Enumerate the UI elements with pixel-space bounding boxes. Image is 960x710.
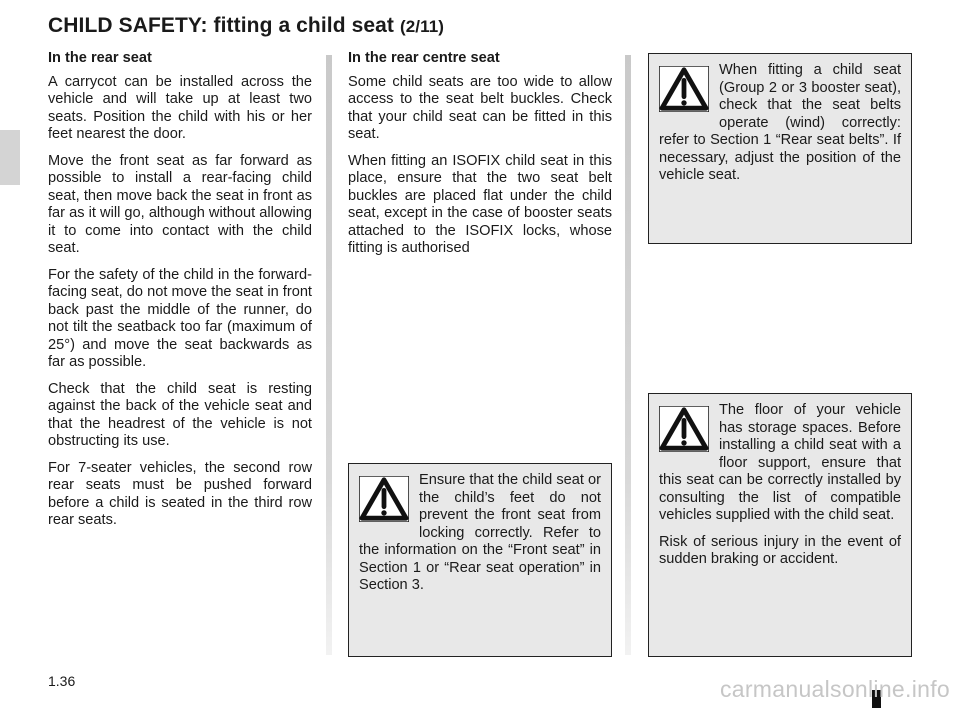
warning-triangle-icon [659,406,709,452]
warning-text: The floor of your vehicle has storage spaces. Before installing a child seat with a floor support, ensure that this seat can be correctly installed by consulting the list of compatible vehicles supplied with the child seat. [659,402,901,523]
paragraph: For 7-seater vehicles, the second row rear seats must be pushed forward before a child is seated in the third row rear seats. [48,459,312,528]
column-divider [326,55,332,655]
rear-centre-seat-column [348,50,612,267]
warning-box-front-seat-locking [348,463,612,657]
paragraph: Check that the child seat is resting against the back of the vehicle seat and that the headrest of the vehicle is not obstructing its use. [48,380,312,449]
page-indicator: (2/11) [399,17,445,36]
paragraph: When fitting an ISOFIX child seat in this place, ensure that the two seat belt buckles are placed flat under the child seat, except in the case of booster seats attached to the ISOFIX locks, whose fitting is authorised [348,152,612,256]
warning-text: Ensure that the child seat or the child’s feet do not prevent the front seat from locking correctly. Refer to the information on the “Front seat” in Section 1 or “Rear seat operation” in Section 3. [359,472,601,593]
watermark: carmanualsonline.info [719,676,950,702]
warning-box-floor-storage [648,393,912,657]
paragraph: Some child seats are too wide to allow access to the seat belt buckles. Check that your child seat can be fitted in this seat. [348,73,612,142]
paragraph: For the safety of the child in the forward-facing seat, do not move the seat in front back past the middle of the runner, do not tilt the seatback too far (maximum of 25°) and move the seat backwards as far as possible. [48,266,312,370]
page-title-text: CHILD SAFETY: fitting a child seat [48,14,395,37]
warning-triangle-icon [659,66,709,112]
rear-centre-seat-heading: In the rear centre seat [348,50,500,66]
page-number: 1.36 [48,673,76,689]
paragraph: A carrycot can be installed across the vehicle and will take up at least two seats. Position the child with his or her feet nearest the door. [48,73,312,142]
column-divider [625,55,631,655]
rear-seat-heading: In the rear seat [48,50,152,66]
paragraph: Move the front seat as far forward as possible to install a rear-facing child seat, then move back the seat in front as far as it will go, although without allowing it to come into contact with the child seat. [48,152,312,256]
page-title [48,14,444,38]
warning-text: Risk of serious injury in the event of sudden braking or accident. [659,533,901,567]
warning-text: When fitting a child seat (Group 2 or 3 booster seat), check that the seat belts operate (wind) correctly: refer to Section 1 “Rear seat belts”. If necessary, adjust the position of the vehicle seat. [659,62,901,183]
rear-seat-column [48,50,312,539]
section-tab [0,130,20,185]
warning-box-booster-seat [648,53,912,244]
warning-triangle-icon [359,476,409,522]
